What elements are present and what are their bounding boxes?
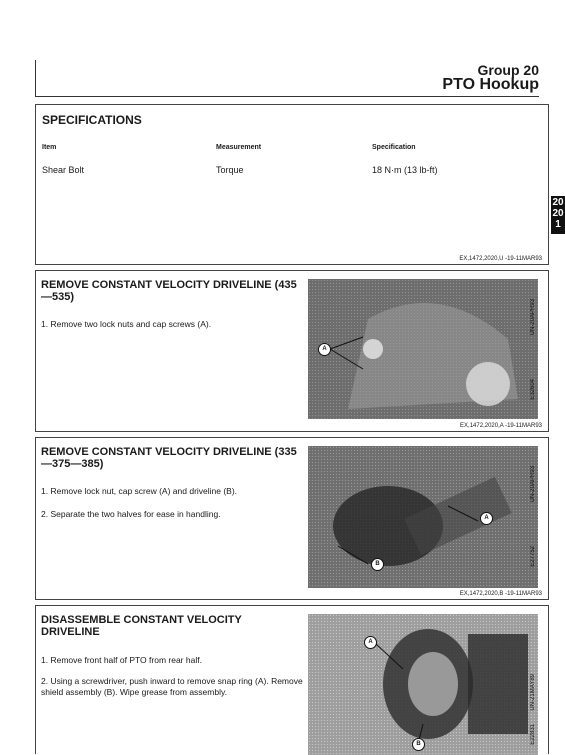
section-disassemble-driveline xyxy=(35,605,549,754)
spec-measurement: Torque xyxy=(216,165,244,175)
section-tab xyxy=(551,196,565,234)
photo-id: E22831 xyxy=(530,724,536,745)
spec-value: 18 N·m (13 lb-ft) xyxy=(372,165,438,175)
callout-b: B xyxy=(371,558,384,571)
photo-shapes xyxy=(308,446,538,588)
tab-line: 20 xyxy=(552,208,564,219)
group-label: Group 20 xyxy=(477,62,539,78)
column-header: Specification xyxy=(372,144,416,151)
section-title: REMOVE CONSTANT VELOCITY DRIVELINE (435—535) xyxy=(41,279,297,303)
photo-shapes xyxy=(308,279,538,419)
section-remove-driveline-335 xyxy=(35,437,549,600)
photo-id: UN-20APR93 xyxy=(530,466,536,503)
photo xyxy=(308,279,538,419)
photo-id: E32604 xyxy=(530,379,536,400)
reference-code: EX,1472,2020,B -19-11MAR93 xyxy=(459,591,542,597)
header-rule xyxy=(35,96,539,97)
photo xyxy=(308,446,538,588)
callout-a: A xyxy=(480,512,493,525)
column-header: Measurement xyxy=(216,144,262,151)
section-title: DISASSEMBLE CONSTANT VELOCITY DRIVELINE xyxy=(41,614,242,638)
step: 1. Remove lock nut, cap screw (A) and driveline (B). xyxy=(41,486,238,496)
step: 1. Remove front half of PTO from rear half. xyxy=(41,655,202,665)
section-remove-driveline-435 xyxy=(35,270,549,432)
step: 1. Remove two lock nuts and cap screws (A). xyxy=(41,319,212,329)
reference-code: EX,1472,2020,U -19-11MAR93 xyxy=(459,256,542,262)
photo xyxy=(308,614,538,755)
tab-line: 20 xyxy=(552,197,564,208)
section-title: REMOVE CONSTANT VELOCITY DRIVELINE (335—375—385) xyxy=(41,446,297,470)
header-rule-left xyxy=(35,60,36,96)
spec-item: Shear Bolt xyxy=(42,165,85,175)
page-title: PTO Hookup xyxy=(442,76,539,93)
photo-shapes xyxy=(308,614,538,755)
step: 2. Separate the two halves for ease in handling. xyxy=(41,509,221,519)
callout-a: A xyxy=(364,636,377,649)
specifications-title: SPECIFICATIONS xyxy=(42,113,142,127)
tab-line: 1 xyxy=(555,219,561,230)
column-header: Item xyxy=(42,144,57,151)
callout-b: B xyxy=(412,738,425,751)
callout-a: A xyxy=(318,343,331,356)
specifications-box xyxy=(35,104,549,265)
reference-code: EX,1472,2020,A -19-11MAR93 xyxy=(460,423,542,429)
photo-id: UN-20APR93 xyxy=(530,299,536,336)
photo-id: UN-21MAY89 xyxy=(530,674,536,711)
step: 2. Using a screwdriver, push inward to remove snap ring (A). Remove shield assembly (B). Wipe grease from assembly. xyxy=(41,676,303,697)
photo-id: E27752 xyxy=(530,546,536,567)
